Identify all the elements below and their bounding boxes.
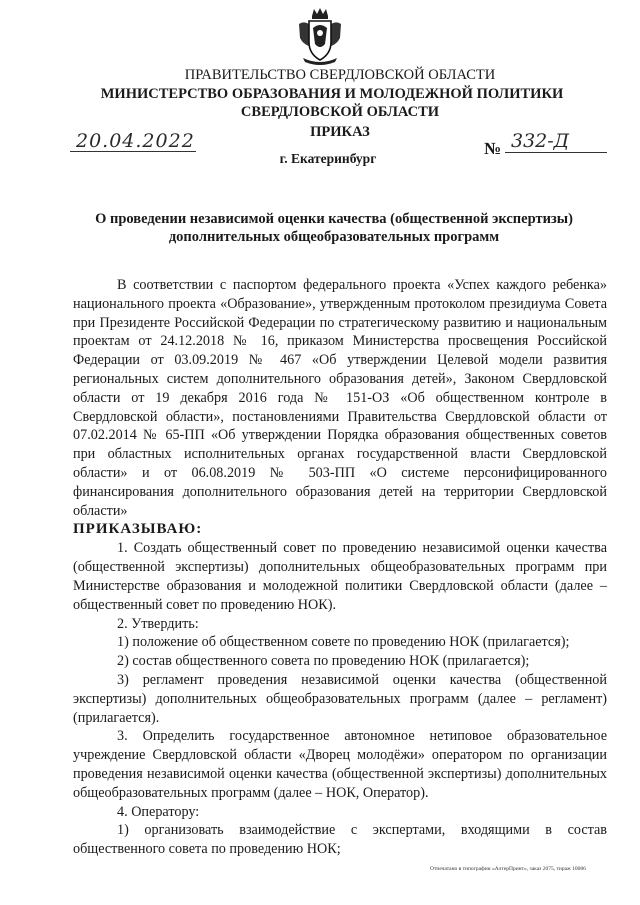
- item-4: 4. Оператору:: [117, 803, 200, 820]
- item-4-1: 1) организовать взаимодействие с экспертами, входящими в состав общественного совета по проведению НОК;: [73, 822, 607, 858]
- city: г. Екатеринбург: [279, 151, 377, 166]
- order-word: ПРИКАЗЫВАЮ:: [73, 521, 203, 538]
- document-title-line2: дополнительных общеобразовательных программ: [168, 229, 500, 245]
- item-2-2: 2) состав общественного совета по проведению НОК (прилагается);: [117, 653, 530, 670]
- document-number: 332-Д: [511, 130, 570, 152]
- item-2-1: 1) положение об общественном совете по проведению НОК (прилагается);: [117, 634, 570, 651]
- print-note: Отпечатано в типографии «АлтерПринт», заказ 2075, тираж 10086: [430, 866, 586, 872]
- ministry-name-line1: МИНИСТЕРСТВО ОБРАЗОВАНИЯ И МОЛОДЕЖНОЙ ПОЛИТИКИ: [100, 86, 564, 102]
- item-2: 2. Утвердить:: [117, 615, 199, 632]
- document-type: ПРИКАЗ: [310, 124, 370, 140]
- item-1: 1. Создать общественный совет по проведению независимой оценки качества (общественной экспертизы) дополнительных общеобразовательных программ при Министерстве образования и молодежной политики Свердловской области (далее – общественный совет по проведению НОК).: [73, 540, 607, 613]
- document-date: 20.04.2022: [76, 130, 195, 152]
- sverdlovsk-coat-of-arms-icon: [295, 6, 345, 66]
- preamble-paragraph: В соответствии с паспортом федерального проекта «Успех каждого ребенка» национального проекта «Образование», утвержденным протоколом президиума Совета при Президенте Российской Федерации по стратегическому развитию и национальным проектам от 24.12.2018 № 16, приказом Министерства просвещения Российской Федерации от 03.09.2019 № 467 «Об утверждении Целевой модели развития региональных систем дополнительного образования детей», Законом Свердловской области от 19 декабря 2016 года № 151-ОЗ «Об общественном контроле в Свердловской области», постановлениями Правительства Свердловской области от 07.02.2014 № 65-ПП «Об утверждении Порядка образования общественных советов при областных исполнительных органах государственной власти Свердловской области» и от 06.08.2019 № 503-ПП «О системе персонифицированного финансирования дополнительного образования детей на территории Свердловской области»: [73, 277, 607, 519]
- item-3: 3. Определить государственное автономное нетиповое образовательное учреждение Свердловской области «Дворец молодёжи» оператором по организации проведения независимой оценки качества (общественной экспертизы) дополнительных общеобразовательных программ (далее – НОК, Оператор).: [73, 728, 607, 801]
- number-sign: №: [484, 139, 502, 158]
- item-2-3: 3) регламент проведения независимой оценки качества (общественной экспертизы) дополнительных общеобразовательных программ (далее – регламент) (прилагается).: [73, 671, 607, 726]
- ministry-name-line2: СВЕРДЛОВСКОЙ ОБЛАСТИ: [240, 104, 440, 120]
- document-body: [73, 276, 607, 859]
- government-name: ПРАВИТЕЛЬСТВО СВЕРДЛОВСКОЙ ОБЛАСТИ: [184, 67, 496, 83]
- document-title-line1: О проведении независимой оценки качества (общественной экспертизы): [95, 211, 573, 227]
